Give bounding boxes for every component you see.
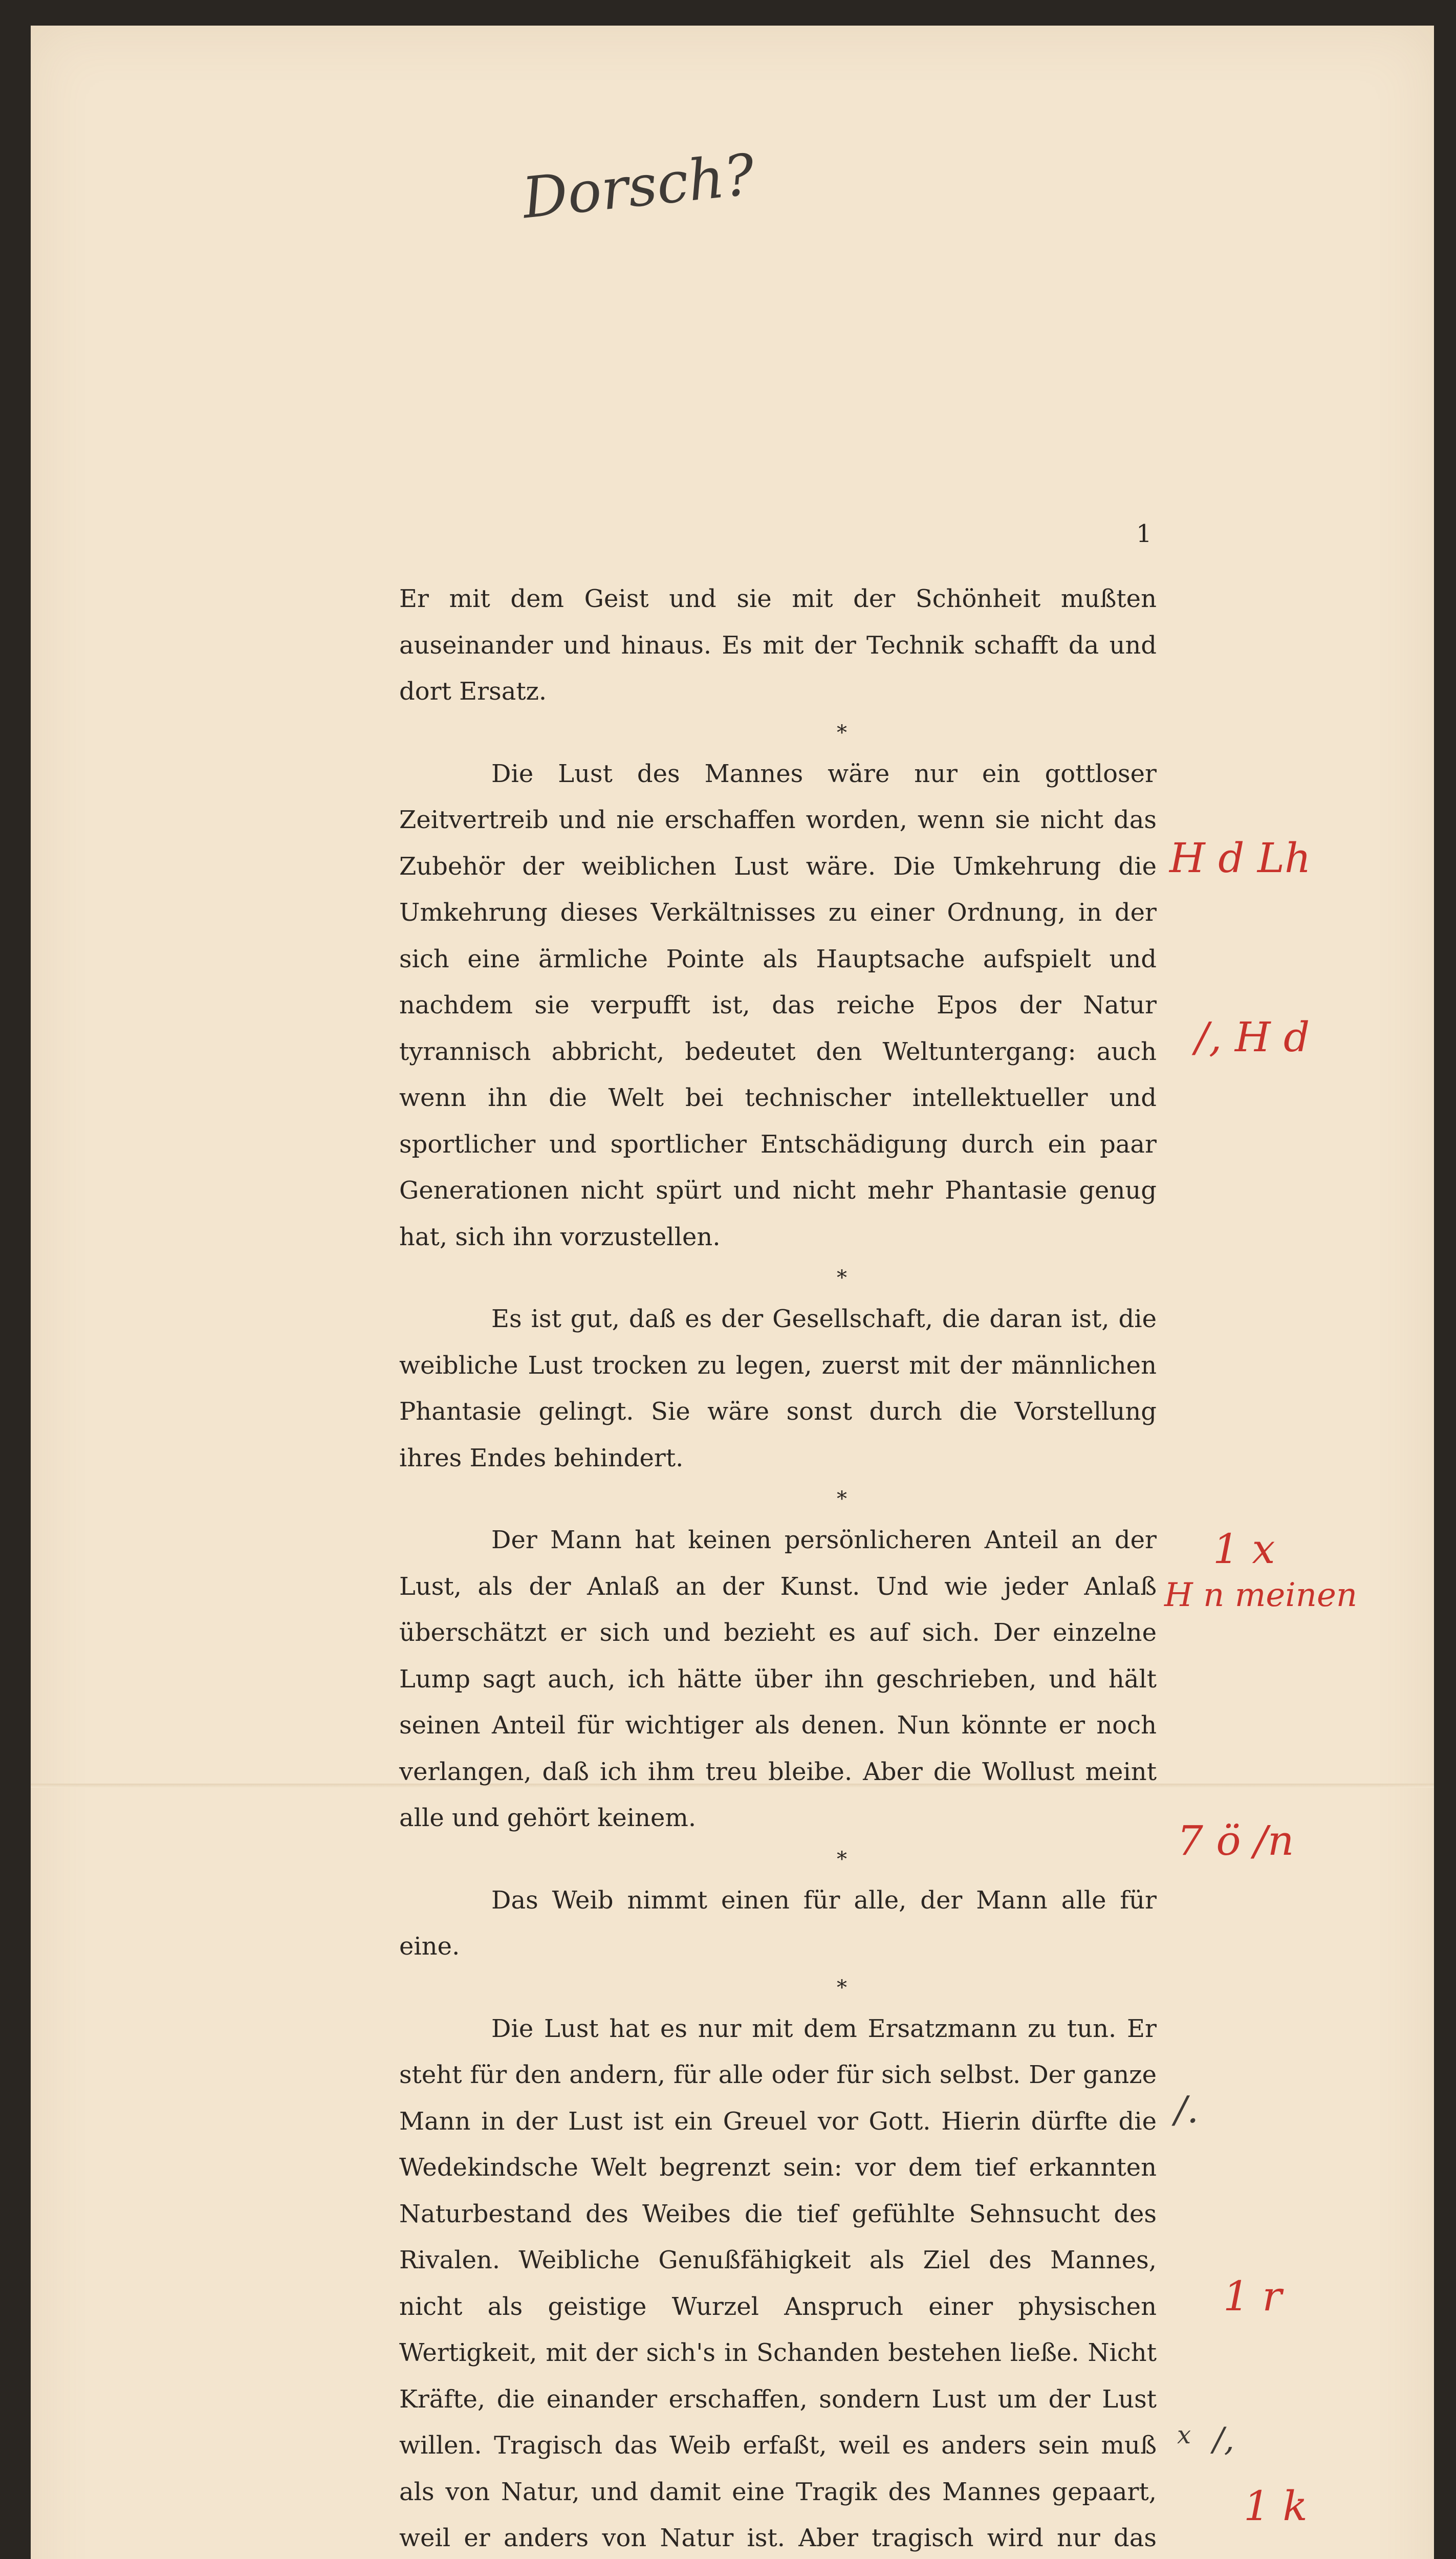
page-number: 1 <box>1136 519 1152 548</box>
separator: * <box>837 1266 847 1290</box>
header-pencil-note: Dorsch? <box>519 141 758 231</box>
separator: * <box>837 1976 847 2000</box>
margin-note: 1 r <box>1223 2272 1282 2320</box>
separator: * <box>837 721 847 745</box>
margin-note: 1 x <box>1213 1525 1275 1573</box>
paragraph-5: Das Weib nimmt einen für alle, der Mann alle für eine. <box>399 1885 1157 1961</box>
separator: * <box>837 1847 847 1871</box>
margin-note: H n meinen <box>1164 1576 1358 1614</box>
manuscript-page <box>31 26 1434 2559</box>
margin-note: /, H d <box>1195 1013 1310 1061</box>
separator: * <box>837 1487 847 1511</box>
paragraph-1: Er mit dem Geist und sie mit der Schönheit mußten auseinander und hinaus. Es mit der Technik schafft da und dort Ersatz. <box>399 584 1157 706</box>
margin-note: 1 k <box>1244 2482 1308 2530</box>
paragraph-2: Die Lust des Mannes wäre nur ein gottloser Zeitvertreib und nie erschaffen worden, wenn sie nicht das Zubehör der weiblichen Lust wäre. Die Umkehrung die Umkehrung dieses Verkältnisses zu einer Ordnung, in der sich eine ärmliche Pointe als Hauptsache aufspielt und nachdem sie verpufft ist, das reiche Epos der Natur tyrannisch abbricht, bedeutet den Weltuntergang: auch wenn ihn die Welt bei technischer intellektueller und sportlicher und sportlicher Entschädigung durch ein paar Generationen nicht spürt und nicht mehr Phantasie genug hat, sich ihn vorzustellen. <box>399 759 1157 1251</box>
margin-note: H d Lh <box>1169 834 1311 882</box>
margin-note: 7 ö /n <box>1177 1817 1294 1864</box>
typeset-text <box>399 576 1157 2559</box>
paragraph-4: Der Mann hat keinen persönlicheren Anteil an der Lust, als der Anlaß an der Kunst. Und wie jeder Anlaß überschätzt er sich und bezieht es auf sich. Der einzelne Lump sagt auch, ich hätte über ihn geschrieben, und hält seinen Anteil für wichtiger als denen. Nun könnte er noch verlangen, daß ich ihm treu bleibe. Aber die Wollust meint alle und gehört keinem. <box>399 1526 1157 1832</box>
margin-note: x <box>1177 2421 1191 2449</box>
paragraph-3: Es ist gut, daß es der Gesellschaft, die daran ist, die weibliche Lust trocken zu legen, zuerst mit der männlichen Phantasie gelingt. Sie wäre sonst durch die Vorstellung ihres Endes behindert. <box>399 1305 1157 1472</box>
paragraph-6: Die Lust hat es nur mit dem Ersatzmann zu tun. Er steht für den andern, für alle oder für sich selbst. Der ganze Mann in der Lust ist ein Greuel vor Gott. Hierin dürfte die Wedekindsche Welt begrenzt sein: vor dem tief erkannten Naturbestand des Weibes die tief gefühlte Sehnsucht des Rivalen. Weibliche Genußfähigkeit als Ziel des Mannes, nicht als geistige Wurzel Anspruch einer physischen Wertigkeit, mit der sich's in Schanden bestehen ließe. Nicht Kräfte, die einander erschaffen, sondern Lust um der Lust willen. Tragisch das Weib erfaßt, weil es anders sein muß als von Natur, und damit eine Tragik des Mannes gepaart, weil er anders von Natur ist. Aber tragisch wird nur das <box>399 2014 1157 2552</box>
margin-note: /, <box>1213 2421 1234 2459</box>
margin-note: /. <box>1175 2088 1199 2131</box>
